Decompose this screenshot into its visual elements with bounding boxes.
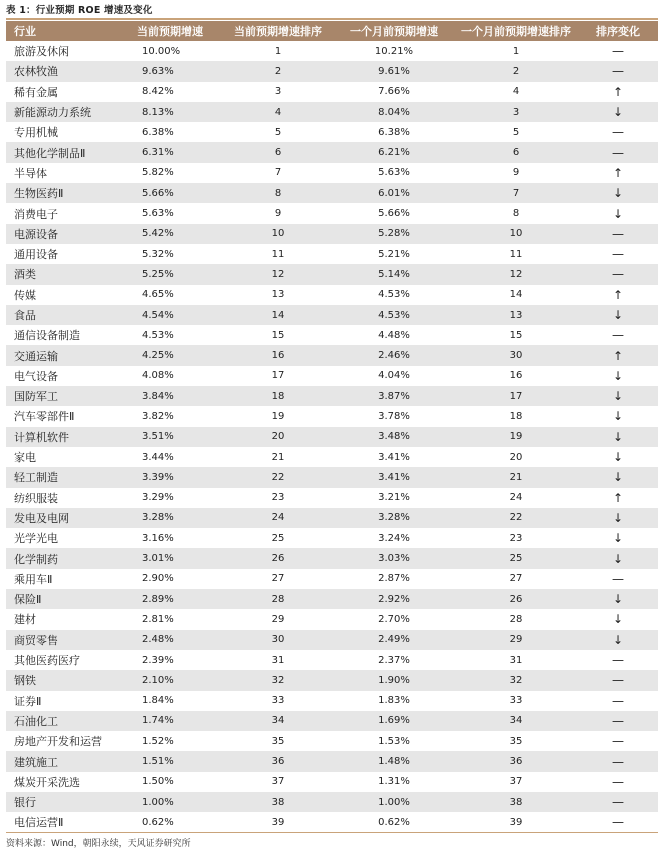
prior-rank-cell: 33 — [454, 691, 578, 711]
rank-change-cell: — — [578, 691, 658, 711]
current-growth-cell: 4.65% — [118, 285, 222, 305]
prior-rank-cell: 8 — [454, 203, 578, 223]
prior-rank-cell: 20 — [454, 447, 578, 467]
prior-growth-cell: 9.61% — [334, 61, 454, 81]
current-growth-cell: 1.50% — [118, 772, 222, 792]
rank-change-cell: ↓ — [578, 366, 658, 386]
prior-rank-cell: 26 — [454, 589, 578, 609]
table-row — [6, 386, 658, 406]
rank-change-cell: — — [578, 569, 658, 589]
prior-rank-cell: 24 — [454, 488, 578, 508]
current-growth-cell: 3.44% — [118, 447, 222, 467]
rank-change-cell: — — [578, 792, 658, 812]
prior-rank-cell: 4 — [454, 82, 578, 102]
prior-growth-cell: 3.41% — [334, 447, 454, 467]
header-prior-growth: 一个月前预期增速 — [334, 21, 454, 41]
prior-growth-cell: 2.46% — [334, 345, 454, 365]
prior-growth-cell: 1.83% — [334, 691, 454, 711]
industry-cell: 国防军工 — [6, 386, 118, 406]
bottom-rule — [6, 832, 658, 833]
table-row — [6, 670, 658, 690]
table-row — [6, 589, 658, 609]
current-rank-cell: 37 — [222, 772, 334, 792]
industry-cell: 酒类 — [6, 264, 118, 284]
prior-rank-cell: 35 — [454, 731, 578, 751]
current-rank-cell: 14 — [222, 305, 334, 325]
industry-cell: 生物医药Ⅱ — [6, 183, 118, 203]
table-row — [6, 548, 658, 568]
prior-rank-cell: 21 — [454, 467, 578, 487]
rank-change-cell: ↓ — [578, 548, 658, 568]
prior-rank-cell: 9 — [454, 163, 578, 183]
current-growth-cell: 8.13% — [118, 102, 222, 122]
prior-rank-cell: 3 — [454, 102, 578, 122]
table-row — [6, 345, 658, 365]
prior-growth-cell: 2.92% — [334, 589, 454, 609]
current-growth-cell: 3.28% — [118, 508, 222, 528]
industry-cell: 电气设备 — [6, 366, 118, 386]
current-rank-cell: 6 — [222, 142, 334, 162]
prior-growth-cell: 1.53% — [334, 731, 454, 751]
industry-cell: 煤炭开采洗选 — [6, 772, 118, 792]
current-growth-cell: 2.90% — [118, 569, 222, 589]
table-row — [6, 41, 658, 61]
rank-change-cell: ↓ — [578, 203, 658, 223]
table-row — [6, 244, 658, 264]
industry-cell: 交通运输 — [6, 345, 118, 365]
prior-growth-cell: 1.69% — [334, 711, 454, 731]
rank-change-cell: — — [578, 711, 658, 731]
prior-growth-cell: 5.21% — [334, 244, 454, 264]
rank-change-cell: ↓ — [578, 589, 658, 609]
current-growth-cell: 2.81% — [118, 609, 222, 629]
table-title: 表 1：行业预期 ROE 增速及变化 — [6, 5, 153, 16]
table-row — [6, 812, 658, 832]
rank-change-cell: — — [578, 224, 658, 244]
industry-cell: 建筑施工 — [6, 751, 118, 771]
table-row — [6, 711, 658, 731]
rank-change-cell: ↓ — [578, 508, 658, 528]
prior-rank-cell: 1 — [454, 41, 578, 61]
rank-change-cell: ↓ — [578, 305, 658, 325]
table-row — [6, 366, 658, 386]
current-rank-cell: 13 — [222, 285, 334, 305]
rank-change-cell: — — [578, 142, 658, 162]
current-growth-cell: 3.51% — [118, 427, 222, 447]
prior-rank-cell: 22 — [454, 508, 578, 528]
current-growth-cell: 3.29% — [118, 488, 222, 508]
table-row — [6, 203, 658, 223]
current-growth-cell: 3.39% — [118, 467, 222, 487]
current-growth-cell: 6.38% — [118, 122, 222, 142]
table-row — [6, 427, 658, 447]
prior-growth-cell: 1.90% — [334, 670, 454, 690]
industry-cell: 稀有金属 — [6, 82, 118, 102]
current-growth-cell: 10.00% — [118, 41, 222, 61]
table-row — [6, 61, 658, 81]
current-rank-cell: 29 — [222, 609, 334, 629]
industry-cell: 纺织服装 — [6, 488, 118, 508]
current-rank-cell: 4 — [222, 102, 334, 122]
prior-rank-cell: 34 — [454, 711, 578, 731]
current-growth-cell: 0.62% — [118, 812, 222, 832]
header-current-growth: 当前预期增速 — [118, 21, 222, 41]
prior-rank-cell: 28 — [454, 609, 578, 629]
prior-rank-cell: 13 — [454, 305, 578, 325]
rank-change-cell: — — [578, 650, 658, 670]
rank-change-cell: — — [578, 751, 658, 771]
prior-rank-cell: 16 — [454, 366, 578, 386]
current-growth-cell: 2.89% — [118, 589, 222, 609]
current-growth-cell: 4.53% — [118, 325, 222, 345]
prior-growth-cell: 6.01% — [334, 183, 454, 203]
table-row — [6, 609, 658, 629]
prior-rank-cell: 30 — [454, 345, 578, 365]
industry-cell: 消费电子 — [6, 203, 118, 223]
industry-cell: 化学制药 — [6, 548, 118, 568]
current-growth-cell: 5.63% — [118, 203, 222, 223]
rank-change-cell: ↑ — [578, 345, 658, 365]
current-growth-cell: 4.54% — [118, 305, 222, 325]
header-rank-change: 排序变化 — [578, 21, 658, 41]
current-growth-cell: 4.08% — [118, 366, 222, 386]
industry-cell: 轻工制造 — [6, 467, 118, 487]
current-rank-cell: 19 — [222, 406, 334, 426]
current-growth-cell: 1.74% — [118, 711, 222, 731]
prior-growth-cell: 4.48% — [334, 325, 454, 345]
rank-change-cell: ↓ — [578, 427, 658, 447]
industry-cell: 石油化工 — [6, 711, 118, 731]
table-row — [6, 82, 658, 102]
prior-growth-cell: 5.14% — [334, 264, 454, 284]
current-growth-cell: 1.84% — [118, 691, 222, 711]
prior-growth-cell: 4.53% — [334, 305, 454, 325]
prior-rank-cell: 31 — [454, 650, 578, 670]
prior-growth-cell: 5.28% — [334, 224, 454, 244]
table-row — [6, 650, 658, 670]
industry-cell: 光学光电 — [6, 528, 118, 548]
prior-growth-cell: 1.00% — [334, 792, 454, 812]
industry-cell: 旅游及休闲 — [6, 41, 118, 61]
rank-change-cell: — — [578, 325, 658, 345]
current-rank-cell: 12 — [222, 264, 334, 284]
current-growth-cell: 5.66% — [118, 183, 222, 203]
current-rank-cell: 25 — [222, 528, 334, 548]
header-prior-rank: 一个月前预期增速排序 — [454, 21, 578, 41]
table-row — [6, 447, 658, 467]
roe-growth-table — [6, 21, 658, 833]
rank-change-cell: ↓ — [578, 528, 658, 548]
prior-growth-cell: 2.70% — [334, 609, 454, 629]
table-body — [6, 41, 658, 833]
prior-rank-cell: 37 — [454, 772, 578, 792]
table-row — [6, 792, 658, 812]
current-rank-cell: 3 — [222, 82, 334, 102]
current-growth-cell: 3.82% — [118, 406, 222, 426]
prior-rank-cell: 23 — [454, 528, 578, 548]
prior-rank-cell: 29 — [454, 630, 578, 650]
current-rank-cell: 2 — [222, 61, 334, 81]
table-row — [6, 142, 658, 162]
current-rank-cell: 30 — [222, 630, 334, 650]
industry-cell: 电信运营Ⅱ — [6, 812, 118, 832]
prior-growth-cell: 3.78% — [334, 406, 454, 426]
current-growth-cell: 1.51% — [118, 751, 222, 771]
current-rank-cell: 1 — [222, 41, 334, 61]
table-row — [6, 264, 658, 284]
prior-rank-cell: 18 — [454, 406, 578, 426]
current-rank-cell: 16 — [222, 345, 334, 365]
current-rank-cell: 33 — [222, 691, 334, 711]
prior-growth-cell: 1.48% — [334, 751, 454, 771]
table-row — [6, 325, 658, 345]
prior-rank-cell: 14 — [454, 285, 578, 305]
prior-growth-cell: 3.41% — [334, 467, 454, 487]
industry-cell: 商贸零售 — [6, 630, 118, 650]
current-rank-cell: 21 — [222, 447, 334, 467]
current-growth-cell: 5.42% — [118, 224, 222, 244]
current-rank-cell: 26 — [222, 548, 334, 568]
prior-rank-cell: 12 — [454, 264, 578, 284]
prior-growth-cell: 3.24% — [334, 528, 454, 548]
top-rule — [6, 18, 658, 20]
prior-rank-cell: 25 — [454, 548, 578, 568]
current-rank-cell: 20 — [222, 427, 334, 447]
current-growth-cell: 8.42% — [118, 82, 222, 102]
current-rank-cell: 38 — [222, 792, 334, 812]
rank-change-cell: ↓ — [578, 183, 658, 203]
prior-growth-cell: 5.63% — [334, 163, 454, 183]
rank-change-cell: — — [578, 772, 658, 792]
current-rank-cell: 31 — [222, 650, 334, 670]
current-rank-cell: 28 — [222, 589, 334, 609]
current-rank-cell: 27 — [222, 569, 334, 589]
industry-cell: 专用机械 — [6, 122, 118, 142]
rank-change-cell: ↑ — [578, 163, 658, 183]
industry-cell: 计算机软件 — [6, 427, 118, 447]
prior-growth-cell: 6.38% — [334, 122, 454, 142]
table-row — [6, 731, 658, 751]
prior-growth-cell: 10.21% — [334, 41, 454, 61]
industry-cell: 钢铁 — [6, 670, 118, 690]
prior-growth-cell: 2.37% — [334, 650, 454, 670]
prior-rank-cell: 5 — [454, 122, 578, 142]
rank-change-cell: ↓ — [578, 609, 658, 629]
current-rank-cell: 39 — [222, 812, 334, 832]
current-growth-cell: 1.00% — [118, 792, 222, 812]
current-growth-cell: 4.25% — [118, 345, 222, 365]
prior-rank-cell: 15 — [454, 325, 578, 345]
rank-change-cell: ↓ — [578, 467, 658, 487]
current-growth-cell: 2.48% — [118, 630, 222, 650]
rank-change-cell: — — [578, 244, 658, 264]
industry-cell: 传媒 — [6, 285, 118, 305]
current-rank-cell: 9 — [222, 203, 334, 223]
current-rank-cell: 17 — [222, 366, 334, 386]
table-row — [6, 102, 658, 122]
table-row — [6, 630, 658, 650]
rank-change-cell: ↓ — [578, 630, 658, 650]
industry-cell: 证券Ⅱ — [6, 691, 118, 711]
industry-cell: 食品 — [6, 305, 118, 325]
rank-change-cell: ↑ — [578, 488, 658, 508]
current-growth-cell: 5.82% — [118, 163, 222, 183]
prior-growth-cell: 7.66% — [334, 82, 454, 102]
rank-change-cell: ↓ — [578, 102, 658, 122]
current-growth-cell: 5.32% — [118, 244, 222, 264]
industry-cell: 建材 — [6, 609, 118, 629]
current-rank-cell: 24 — [222, 508, 334, 528]
prior-rank-cell: 6 — [454, 142, 578, 162]
prior-rank-cell: 38 — [454, 792, 578, 812]
table-row — [6, 691, 658, 711]
table-row — [6, 751, 658, 771]
prior-rank-cell: 10 — [454, 224, 578, 244]
table-row — [6, 508, 658, 528]
rank-change-cell: — — [578, 731, 658, 751]
current-rank-cell: 35 — [222, 731, 334, 751]
prior-growth-cell: 3.48% — [334, 427, 454, 447]
table-row — [6, 488, 658, 508]
rank-change-cell: — — [578, 61, 658, 81]
prior-growth-cell: 6.21% — [334, 142, 454, 162]
industry-cell: 房地产开发和运营 — [6, 731, 118, 751]
current-growth-cell: 2.39% — [118, 650, 222, 670]
current-growth-cell: 1.52% — [118, 731, 222, 751]
table-row — [6, 528, 658, 548]
prior-rank-cell: 36 — [454, 751, 578, 771]
table-row — [6, 122, 658, 142]
current-rank-cell: 22 — [222, 467, 334, 487]
rank-change-cell: ↑ — [578, 285, 658, 305]
rank-change-cell: ↑ — [578, 82, 658, 102]
current-rank-cell: 34 — [222, 711, 334, 731]
current-rank-cell: 15 — [222, 325, 334, 345]
prior-growth-cell: 3.28% — [334, 508, 454, 528]
header-industry: 行业 — [6, 21, 118, 41]
source-note: 资料来源：Wind，朝阳永续，天风证券研究所 — [6, 839, 191, 849]
prior-growth-cell: 3.87% — [334, 386, 454, 406]
table-row — [6, 569, 658, 589]
prior-rank-cell: 19 — [454, 427, 578, 447]
industry-cell: 其他医药医疗 — [6, 650, 118, 670]
industry-cell: 新能源动力系统 — [6, 102, 118, 122]
prior-growth-cell: 4.53% — [334, 285, 454, 305]
prior-rank-cell: 2 — [454, 61, 578, 81]
rank-change-cell: — — [578, 122, 658, 142]
current-rank-cell: 7 — [222, 163, 334, 183]
prior-growth-cell: 4.04% — [334, 366, 454, 386]
prior-growth-cell: 3.03% — [334, 548, 454, 568]
current-growth-cell: 6.31% — [118, 142, 222, 162]
table-row — [6, 305, 658, 325]
prior-growth-cell: 5.66% — [334, 203, 454, 223]
rank-change-cell: ↓ — [578, 406, 658, 426]
table-row — [6, 183, 658, 203]
current-growth-cell: 5.25% — [118, 264, 222, 284]
current-growth-cell: 3.01% — [118, 548, 222, 568]
industry-cell: 通用设备 — [6, 244, 118, 264]
current-growth-cell: 3.84% — [118, 386, 222, 406]
table-row — [6, 163, 658, 183]
current-rank-cell: 36 — [222, 751, 334, 771]
industry-cell: 电源设备 — [6, 224, 118, 244]
current-growth-cell: 9.63% — [118, 61, 222, 81]
rank-change-cell: ↓ — [578, 386, 658, 406]
industry-cell: 农林牧渔 — [6, 61, 118, 81]
prior-growth-cell: 2.87% — [334, 569, 454, 589]
prior-growth-cell: 2.49% — [334, 630, 454, 650]
rank-change-cell: — — [578, 264, 658, 284]
table-row — [6, 224, 658, 244]
prior-rank-cell: 7 — [454, 183, 578, 203]
rank-change-cell: — — [578, 670, 658, 690]
current-growth-cell: 3.16% — [118, 528, 222, 548]
current-rank-cell: 10 — [222, 224, 334, 244]
industry-cell: 汽车零部件Ⅱ — [6, 406, 118, 426]
header-row — [6, 21, 658, 41]
table-row — [6, 772, 658, 792]
industry-cell: 家电 — [6, 447, 118, 467]
prior-growth-cell: 8.04% — [334, 102, 454, 122]
industry-cell: 保险Ⅱ — [6, 589, 118, 609]
current-rank-cell: 23 — [222, 488, 334, 508]
prior-growth-cell: 0.62% — [334, 812, 454, 832]
industry-cell: 发电及电网 — [6, 508, 118, 528]
industry-cell: 银行 — [6, 792, 118, 812]
industry-cell: 乘用车Ⅱ — [6, 569, 118, 589]
current-rank-cell: 18 — [222, 386, 334, 406]
current-rank-cell: 8 — [222, 183, 334, 203]
table-row — [6, 467, 658, 487]
table-row — [6, 285, 658, 305]
rank-change-cell: — — [578, 812, 658, 832]
prior-growth-cell: 1.31% — [334, 772, 454, 792]
current-rank-cell: 32 — [222, 670, 334, 690]
prior-rank-cell: 11 — [454, 244, 578, 264]
industry-cell: 通信设备制造 — [6, 325, 118, 345]
industry-cell: 其他化学制品Ⅱ — [6, 142, 118, 162]
header-current-rank: 当前预期增速排序 — [222, 21, 334, 41]
prior-rank-cell: 27 — [454, 569, 578, 589]
industry-cell: 半导体 — [6, 163, 118, 183]
prior-growth-cell: 3.21% — [334, 488, 454, 508]
prior-rank-cell: 32 — [454, 670, 578, 690]
prior-rank-cell: 17 — [454, 386, 578, 406]
current-rank-cell: 11 — [222, 244, 334, 264]
rank-change-cell: ↓ — [578, 447, 658, 467]
current-growth-cell: 2.10% — [118, 670, 222, 690]
table-row — [6, 406, 658, 426]
prior-rank-cell: 39 — [454, 812, 578, 832]
current-rank-cell: 5 — [222, 122, 334, 142]
rank-change-cell: — — [578, 41, 658, 61]
